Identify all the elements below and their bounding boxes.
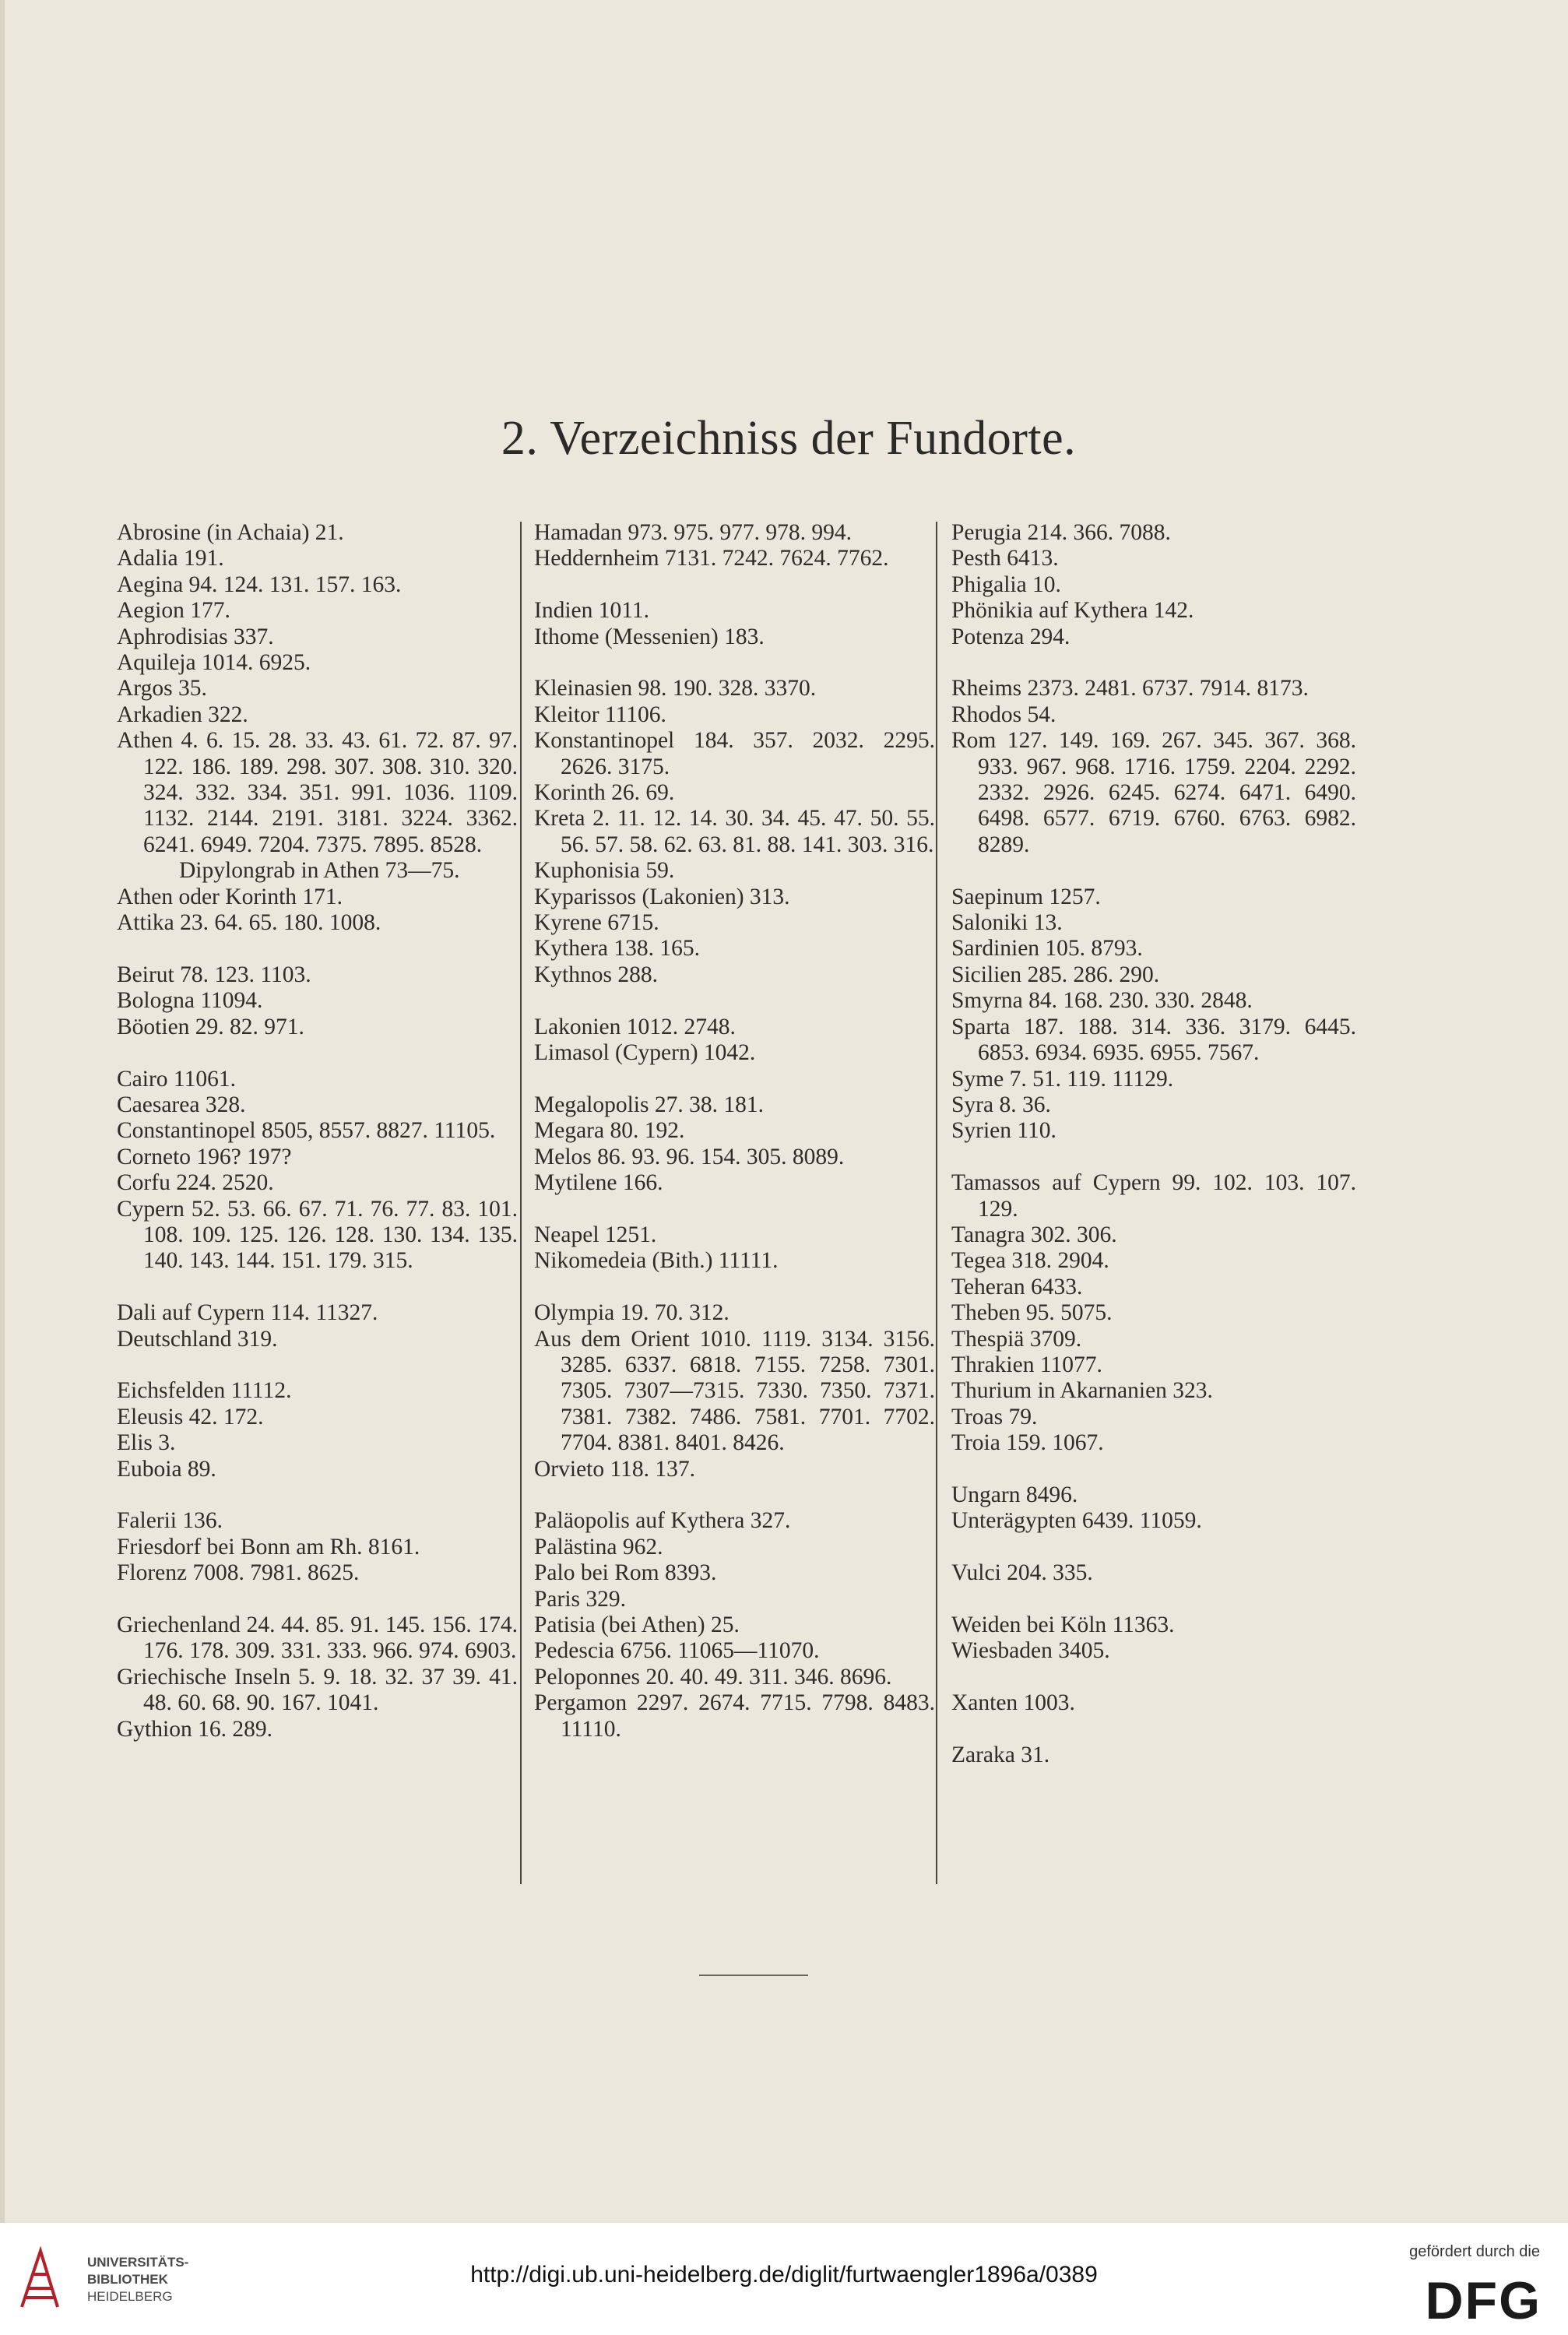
index-entry: Syra 8. 36.	[951, 1092, 1051, 1117]
index-entry: Beirut 78. 123. 1103.	[117, 962, 311, 987]
index-entry: Syrien 110.	[951, 1118, 1056, 1144]
index-entry: Arkadien 322.	[117, 702, 248, 727]
index-entry: Xanten 1003.	[951, 1690, 1075, 1716]
page-title: 2. Verzeichniss der Fundorte.	[501, 412, 1077, 465]
index-entry: Troia 159. 1067.	[951, 1430, 1104, 1456]
index-entry: Kythnos 288.	[534, 962, 658, 987]
index-entry: Pedescia 6756. 11065—11070.	[534, 1638, 820, 1664]
permalink-url[interactable]: http://digi.ub.uni-heidelberg.de/diglit/furtwaengler1896a/0389	[470, 2262, 1098, 2288]
index-entry: Weiden bei Köln 11363.	[951, 1612, 1175, 1637]
index-entry: Perugia 214. 366. 7088.	[951, 520, 1171, 545]
index-entry: Megalopolis 27. 38. 181.	[534, 1092, 764, 1117]
index-entry: Böotien 29. 82. 971.	[117, 1014, 304, 1039]
index-entry: Palästina 962.	[534, 1534, 663, 1560]
viewer-footer	[0, 2223, 1568, 2335]
index-entry: Kuphonisia 59.	[534, 858, 675, 884]
index-entry: Friesdorf bei Bonn am Rh. 8161.	[117, 1534, 420, 1560]
index-entry: Griechische Inseln 5. 9. 18. 32. 37 39. 41. 48. 60. 68. 90. 167. 1041.	[117, 1664, 518, 1716]
index-entry: Zaraka 31.	[951, 1742, 1050, 1767]
index-entry: Rhodos 54.	[951, 702, 1056, 727]
index-entry: Korinth 26. 69.	[534, 780, 675, 806]
index-entry: Olympia 19. 70. 312.	[534, 1300, 730, 1326]
index-entry: Sardinien 105. 8793.	[951, 936, 1143, 962]
index-entry: Thespiä 3709.	[951, 1326, 1082, 1352]
index-entry: Megara 80. 192.	[534, 1118, 685, 1144]
index-entry: Smyrna 84. 168. 230. 330. 2848.	[951, 988, 1253, 1014]
index-entry: Paris 329.	[534, 1586, 626, 1612]
index-entry: Bologna 11094.	[117, 988, 263, 1014]
index-entry: Athen 4. 6. 15. 28. 33. 43. 61. 72. 87. 97. 122. 186. 189. 298. 307. 308. 310. 320. 324. 332. 334. 351. 991. 1036. 1109. 1132. 2144. 2191. 3181. 3224. 3362. 6241. 6949. 7204. 7375. 7895. 8528.	[117, 728, 518, 857]
index-entry: Aegina 94. 124. 131. 157. 163.	[117, 571, 402, 597]
index-entry: Eleusis 42. 172.	[117, 1404, 264, 1429]
index-entry: Corneto 196? 197?	[117, 1144, 292, 1169]
index-entry: Hamadan 973. 975. 977. 978. 994.	[534, 520, 853, 545]
index-entry: Sicilien 285. 286. 290.	[951, 962, 1160, 987]
index-entry: Limasol (Cypern) 1042.	[534, 1040, 756, 1066]
index-entry: Thurium in Akarnanien 323.	[951, 1378, 1213, 1404]
index-entry: Dipylongrab in Athen 73—75.	[179, 858, 460, 884]
index-entry: Euboia 89.	[117, 1456, 216, 1482]
index-entry: Patisia (bei Athen) 25.	[534, 1612, 740, 1637]
index-entry: Gythion 16. 289.	[117, 1716, 272, 1742]
index-entry: Aphrodisias 337.	[117, 624, 274, 649]
index-entry: Abrosine (in Achaia) 21.	[117, 520, 344, 545]
index-entry: Athen oder Korinth 171.	[117, 884, 343, 909]
index-entry: Cypern 52. 53. 66. 67. 71. 76. 77. 83. 101. 108. 109. 125. 126. 128. 130. 134. 135. 140. 143. 144. 151. 179. 315.	[117, 1196, 518, 1274]
index-entry: Unterägypten 6439. 11059.	[951, 1508, 1202, 1534]
index-entry: Caesarea 328.	[117, 1092, 246, 1117]
index-entry: Corfu 224. 2520.	[117, 1170, 274, 1196]
index-entry: Eichsfelden 11112.	[117, 1378, 292, 1404]
index-entry: Teheran 6433.	[951, 1274, 1083, 1299]
index-entry: Florenz 7008. 7981. 8625.	[117, 1560, 360, 1586]
index-entry: Kleitor 11106.	[534, 702, 666, 727]
index-entry: Lakonien 1012. 2748.	[534, 1014, 736, 1039]
index-entry: Wiesbaden 3405.	[951, 1638, 1110, 1664]
index-entry: Melos 86. 93. 96. 154. 305. 8089.	[534, 1144, 845, 1169]
index-entry: Attika 23. 64. 65. 180. 1008.	[117, 910, 381, 936]
index-entry: Aquileja 1014. 6925.	[117, 650, 311, 676]
index-entry: Cairo 11061.	[117, 1066, 236, 1092]
index-entry: Theben 95. 5075.	[951, 1300, 1113, 1326]
index-entry: Kleinasien 98. 190. 328. 3370.	[534, 676, 817, 702]
index-entry: Kythera 138. 165.	[534, 936, 701, 962]
index-entry: Ithome (Messenien) 183.	[534, 624, 765, 649]
index-entry: Thrakien 11077.	[951, 1352, 1102, 1377]
library-name-line: UNIVERSITÄTS-	[87, 2255, 189, 2270]
index-column-1	[117, 520, 518, 1742]
index-entry: Kyparissos (Lakonien) 313.	[534, 884, 790, 909]
index-entry: Pergamon 2297. 2674. 7715. 7798. 8483. 11110.	[534, 1690, 935, 1742]
closing-rule	[699, 1975, 808, 1976]
index-entry: Syme 7. 51. 119. 11129.	[951, 1066, 1174, 1092]
index-entry: Argos 35.	[117, 676, 207, 702]
index-entry: Konstantinopel 184. 357. 2032. 2295. 2626. 3175.	[534, 728, 935, 779]
column-divider	[520, 522, 522, 1884]
index-entry: Tanagra 302. 306.	[951, 1222, 1117, 1247]
index-entry: Deutschland 319.	[117, 1326, 278, 1352]
index-entry: Potenza 294.	[951, 624, 1071, 649]
index-entry: Sparta 187. 188. 314. 336. 3179. 6445. 6853. 6934. 6935. 6955. 7567.	[951, 1014, 1356, 1066]
index-entry: Nikomedeia (Bith.) 11111.	[534, 1248, 779, 1274]
index-entry: Dali auf Cypern 114. 11327.	[117, 1300, 378, 1326]
index-entry: Heddernheim 7131. 7242. 7624. 7762.	[534, 546, 889, 571]
index-entry: Tegea 318. 2904.	[951, 1248, 1109, 1274]
index-entry: Adalia 191.	[117, 546, 224, 571]
column-divider	[936, 522, 937, 1884]
index-entry: Neapel 1251.	[534, 1222, 657, 1247]
index-entry: Pesth 6413.	[951, 546, 1059, 571]
index-entry: Aus dem Orient 1010. 1119. 3134. 3156. 3285. 6337. 6818. 7155. 7258. 7301. 7305. 7307—7315. 7330. 7350. 7371. 7381. 7382. 7486. 7581. 7701. 7702. 7704. 8381. 8401. 8426.	[534, 1326, 935, 1456]
funding-caption: gefördert durch die	[1409, 2243, 1540, 2260]
dfg-logo: DFG	[1425, 2271, 1542, 2330]
index-entry: Griechenland 24. 44. 85. 91. 145. 156. 174. 176. 178. 309. 331. 333. 966. 974. 6903.	[117, 1612, 518, 1664]
index-entry: Constantinopel 8505, 8557. 8827. 11105.	[117, 1118, 496, 1144]
index-entry: Paläopolis auf Kythera 327.	[534, 1508, 791, 1534]
index-entry: Vulci 204. 335.	[951, 1560, 1093, 1586]
index-entry: Phönikia auf Kythera 142.	[951, 598, 1194, 624]
index-entry: Troas 79.	[951, 1404, 1038, 1429]
index-entry: Palo bei Rom 8393.	[534, 1560, 717, 1586]
index-entry: Rom 127. 149. 169. 267. 345. 367. 368. 933. 967. 968. 1716. 1759. 2204. 2292. 2332. 2926. 6245. 6274. 6471. 6490. 6498. 6577. 6719. 6760. 6763. 6982. 8289.	[951, 728, 1356, 857]
index-entry: Ungarn 8496.	[951, 1482, 1078, 1507]
index-entry: Saepinum 1257.	[951, 884, 1101, 909]
index-entry: Falerii 136.	[117, 1508, 223, 1534]
index-entry: Mytilene 166.	[534, 1170, 663, 1196]
index-entry: Kreta 2. 11. 12. 14. 30. 34. 45. 47. 50. 55. 56. 57. 58. 62. 63. 81. 88. 141. 303. 316.	[534, 806, 935, 857]
index-entry: Aegion 177.	[117, 598, 230, 624]
index-column-3	[951, 520, 1356, 1768]
index-entry: Orvieto 118. 137.	[534, 1456, 696, 1482]
index-entry: Elis 3.	[117, 1430, 176, 1456]
index-entry: Rheims 2373. 2481. 6737. 7914. 8173.	[951, 676, 1309, 702]
index-entry: Indien 1011.	[534, 598, 650, 624]
index-entry: Peloponnes 20. 40. 49. 311. 346. 8696.	[534, 1664, 892, 1690]
index-entry: Tamassos auf Cypern 99. 102. 103. 107. 129.	[951, 1170, 1356, 1222]
library-name-line: BIBLIOTHEK	[87, 2272, 168, 2287]
library-name-line: HEIDELBERG	[87, 2289, 173, 2304]
index-column-2	[534, 520, 935, 1742]
index-entry: Saloniki 13.	[951, 910, 1063, 936]
index-entry: Phigalia 10.	[951, 571, 1061, 597]
index-entry: Kyrene 6715.	[534, 910, 659, 936]
